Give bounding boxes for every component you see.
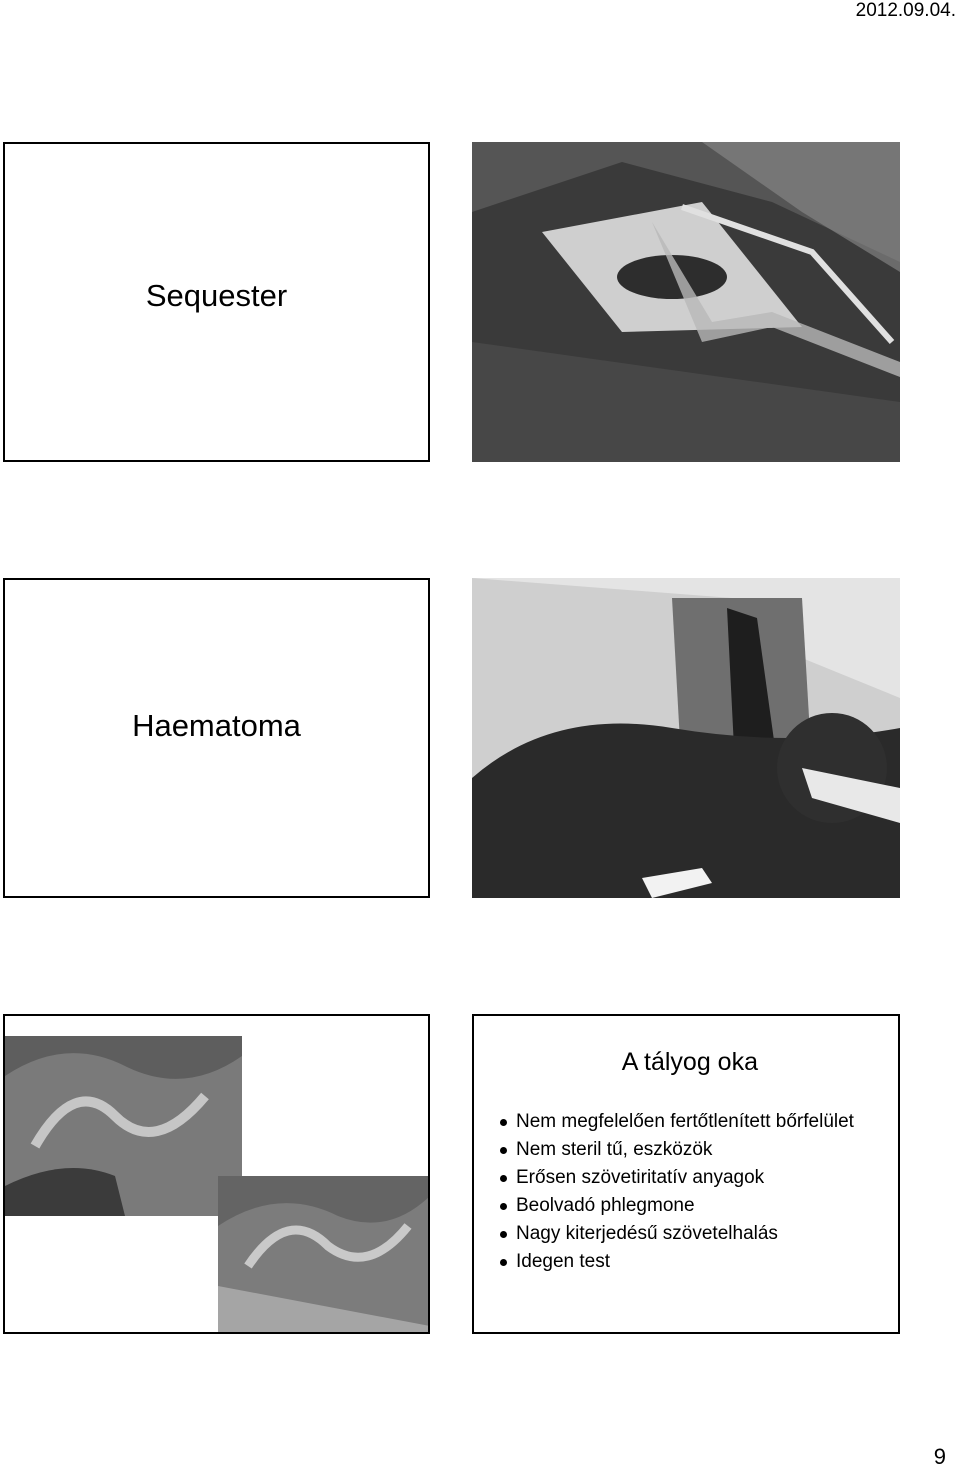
surgical-wound-photo	[472, 142, 900, 462]
slide-title: A tályog oka	[621, 1048, 758, 1076]
list-item: Beolvadó phlegmone	[500, 1192, 854, 1220]
bullet-icon	[500, 1147, 507, 1154]
horse-hindquarter-photo-1	[5, 1036, 242, 1216]
bullet-icon	[500, 1231, 507, 1238]
slide-abscess-causes	[472, 1014, 900, 1334]
slide-sequester	[3, 142, 430, 462]
haematoma-photo	[472, 578, 900, 898]
horse-hindquarter-photo-2	[218, 1176, 430, 1334]
print-date: 2012.09.04.	[855, 0, 956, 21]
slide-photos	[3, 1014, 430, 1334]
page-number: 9	[933, 1444, 946, 1469]
list-item: Nem megfelelően fertőtlenített bőrfelület	[500, 1108, 854, 1136]
slide-title: Haematoma	[132, 708, 301, 743]
list-item: Erősen szövetiritatív anyagok	[500, 1164, 854, 1192]
slide-haematoma	[3, 578, 430, 898]
bullet-list	[500, 1108, 854, 1276]
bullet-icon	[500, 1119, 507, 1126]
list-item: Nagy kiterjedésű szövetelhalás	[500, 1220, 854, 1248]
slide-title: Sequester	[145, 278, 288, 313]
bullet-icon	[500, 1259, 507, 1266]
list-item: Idegen test	[500, 1248, 854, 1276]
list-item: Nem steril tű, eszközök	[500, 1136, 854, 1164]
bullet-icon	[500, 1175, 507, 1182]
bullet-icon	[500, 1203, 507, 1210]
